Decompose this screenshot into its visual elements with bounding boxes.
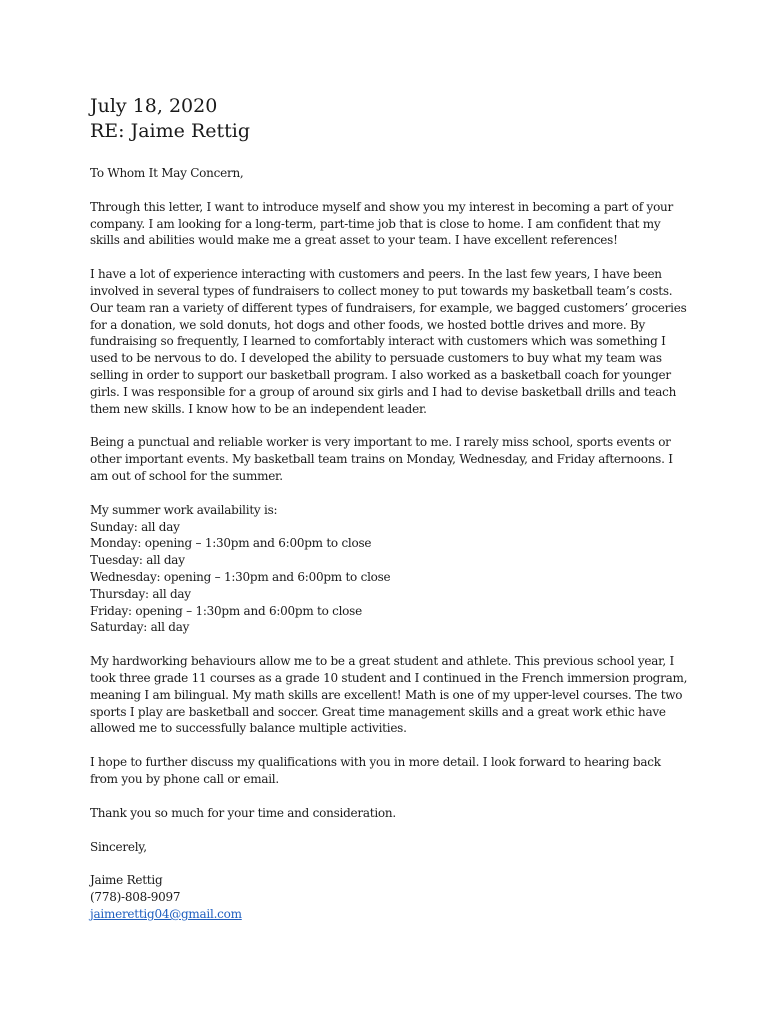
paragraph-thanks: Thank you so much for your time and consideration. bbox=[90, 805, 396, 820]
signature-name: Jaime Rettig bbox=[90, 873, 163, 888]
salutation: To Whom It May Concern, bbox=[90, 166, 244, 180]
availability-thursday: Thursday: all day bbox=[90, 586, 191, 601]
availability-friday: Friday: opening – 1:30pm and 6:00pm to close bbox=[90, 603, 362, 618]
paragraph-achievements: My hardworking behaviours allow me to be a great student and athlete. This previous school year, I took three grade 11 courses as a grade 10 student and I continued in the French immersion program, meaning I am bilingual. My math skills are excellent! Math is one of my upper-level courses. The two sports I play are basketball and soccer. Great time management skills and a great work ethic have allowed me to successfully balance multiple activities. bbox=[90, 654, 688, 736]
signature-phone: (778)-808-9097 bbox=[90, 890, 181, 905]
signature-email-link[interactable]: jaimerettig04@gmail.com bbox=[90, 906, 242, 921]
availability-sunday: Sunday: all day bbox=[90, 519, 180, 534]
letter-subject: RE: Jaime Rettig bbox=[90, 120, 250, 142]
paragraph-reliability: Being a punctual and reliable worker is very important to me. I rarely miss school, sports events or other important events. My basketball team trains on Monday, Wednesday, and Friday afternoons. I am out of school for the summer. bbox=[90, 435, 673, 483]
availability-wednesday: Wednesday: opening – 1:30pm and 6:00pm to close bbox=[90, 569, 391, 584]
availability-tuesday: Tuesday: all day bbox=[90, 553, 185, 568]
paragraph-experience: I have a lot of experience interacting with customers and peers. In the last few years, I have been involved in several types of fundraisers to collect money to put towards my basketball team’s costs. Our team ran a variety of different types of fundraisers, for example, we bagged customers’ groceries for a donation, we sold donuts, hot dogs and other foods, we hosted bottle drives and more. By fundraising so frequently, I learned to comfortably interact with customers which was something I used to be nervous to do. I developed the ability to persuade customers to buy what my team was selling in order to support our basketball program. I also worked as a basketball coach for younger girls. I was responsible for a group of around six girls and I had to devise basketball drills and teach them new skills. I know how to be an independent leader. bbox=[90, 267, 687, 416]
closing: Sincerely, bbox=[90, 839, 147, 854]
availability-list bbox=[90, 502, 690, 636]
paragraph-introduction: Through this letter, I want to introduce myself and show you my interest in becoming a part of your company. I am looking for a long-term, part-time job that is close to home. I am confident that my skills and abilities would make me a great asset to your team. I have excellent references! bbox=[90, 199, 674, 248]
paragraph-followup: I hope to further discuss my qualifications with you in more detail. I look forward to hearing back from you by phone call or email. bbox=[90, 755, 661, 786]
letter-page bbox=[90, 94, 690, 923]
availability-intro: My summer work availability is: bbox=[90, 502, 278, 517]
availability-saturday: Saturday: all day bbox=[90, 620, 190, 635]
letter-date: July 18, 2020 bbox=[90, 95, 218, 117]
availability-monday: Monday: opening – 1:30pm and 6:00pm to close bbox=[90, 536, 372, 551]
signature-block bbox=[90, 872, 690, 922]
